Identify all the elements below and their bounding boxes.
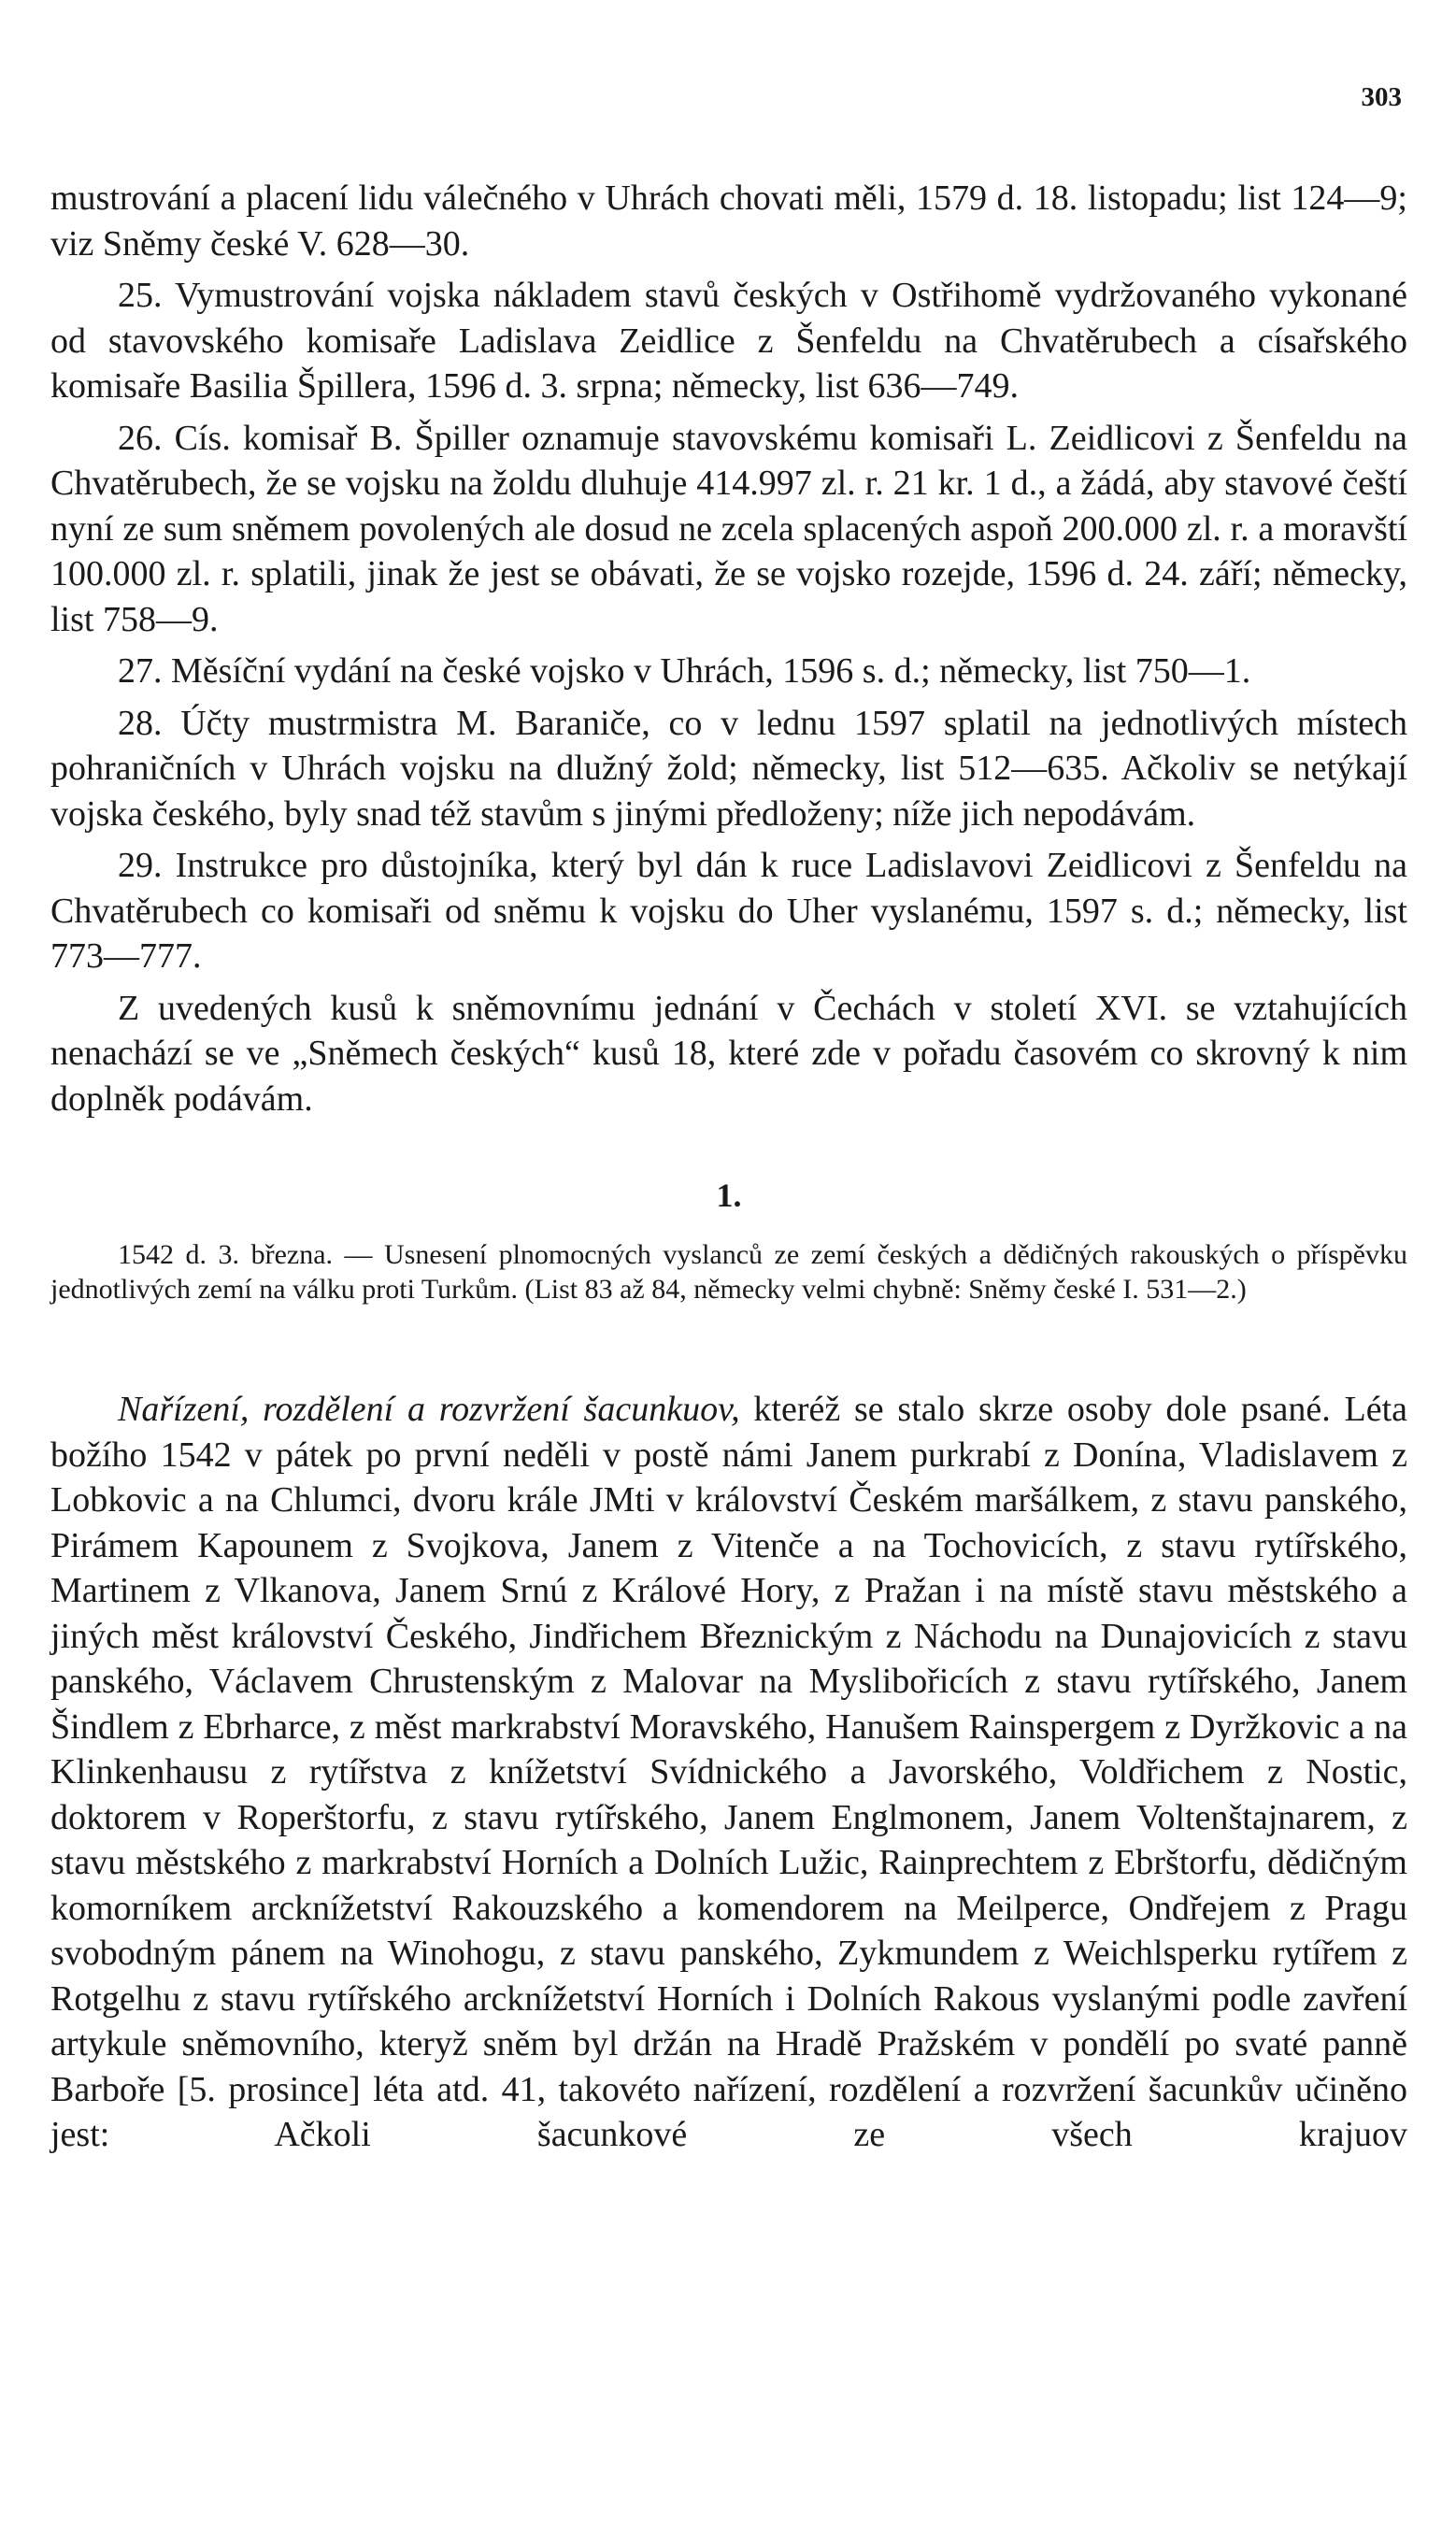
paragraph-summary: Z uvedených kusů k sněmovnímu jednání v Čechách v století XVI. se vztahujících nenachází se ve „Sněmech českých“ kusů 18, které zde v pořadu časovém co skrovný k nim doplněk podávám. — [50, 988, 1407, 1119]
section-number: 1. — [716, 1177, 742, 1214]
paragraph-item-28: 28. Účty mustrmistra M. Baraniče, co v lednu 1597 splatil na jednotlivých místech pohraničních v Uhrách vojsku na dlužný žold; německy, list 512—635. Ačkoliv se netýkají vojska českého, byly snad též stavům s jinými předloženy; níže jich nepodávám. — [50, 703, 1407, 834]
paragraph-item-29: 29. Instrukce pro důstojníka, který byl dán k ruce Ladislavovi Zeidlicovi z Šenfeldu na Chvatěrubech co komisaři od sněmu k vojsku do Uher vyslanému, 1597 s. d.; německy, list 773—777. — [50, 846, 1407, 976]
paragraph-item-26: 26. Cís. komisař B. Špiller oznamuje stavovskému komisaři L. Zeidlicovi z Šenfeldu na Chvatěrubech, že se vojsku na žoldu dluhuje 414.997 zl. r. 21 kr. 1 d., a žádá, aby stavové čeští nyní ze sum sněmem povolených ale dosud ne zcela splacených aspoň 200.000 zl. r. a moravští 100.000 zl. r. splatili, jinak že jest se obávati, že se vojsko rozejde, 1596 d. 24. září; německy, list 758—9. — [50, 418, 1407, 639]
page-number: 303 — [1361, 82, 1402, 112]
section-main-text — [50, 1387, 1407, 2158]
paragraph-continuation: mustrování a placení lidu válečného v Uhrách chovati měli, 1579 d. 18. listopadu; list 124—9; viz Sněmy české V. 628—30. — [50, 178, 1407, 264]
section-regest: 1542 d. 3. března. — Usnesení plnomocných vyslanců ze zemí českých a dědičných rakouských o příspěvku jednotlivých zemí na válku proti Turkům. (List 83 až 84, německy velmi chybně: Sněmy české I. 531—2.) — [50, 1239, 1407, 1305]
section-body: kteréž se stalo skrze osoby dole psané. Léta božího 1542 v pátek po první neděli v postě námi Janem purkrabí z Donína, Vladislavem z Lobkovic a na Chlumci, dvoru krále JMti v království Českém maršálkem, z stavu panského, Pirámem Kapounem z Svojkova, Janem z Vitenče a na Tochovicích, z stavu rytířského, Martinem z Vlkanova, Janem Srnú z Králové Hory, z Pražan i na místě stavu městského a jiných měst království Českého, Jindřichem Březnickým z Náchodu na Dunajovicích z stavu panského, Václavem Chrustenským z Malovar na Myslibořicích z stavu rytířského, Janem Šindlem z Ebrharce, z měst markrabství Moravského, Hanušem Rainspergem z Dyržkovic a na Klinkenhausu z rytířstva z knížetství Svídnického a Javorského, Voldřichem z Nostic, doktorem v Roperštorfu, z stavu rytířského, Janem Englmonem, Janem Voltenštajnarem, z stavu městského z markrabství Horních a Dolních Lužic, Rainprechtem z Ebrštorfu, dědičným komorníkem arcknížetství Rakouzského a komendorem na Meilperce, Ondřejem z Pragu svobodným pánem na Winohogu, z stavu panského, Zykmundem z Weichlsperku rytířem z Rotgelhu z stavu rytířského arcknížetství Horních i Dolních Rakous vyslanými podle zavření artykule sněmovního, kteryž sněm byl držán na Hradě Pražském v pondělí po svaté panně Barboře [5. prosince] léta atd. 41, takovéto nařízení, rozdělení a rozvržení šacunkův učiněno jest: Ačkoli šacunkové ze všech krajuov — [50, 1390, 1407, 2154]
section-intro-italic: Nařízení, rozdělení a rozvržení šacunkuov, — [118, 1390, 740, 1429]
page-content — [50, 176, 1407, 2158]
paragraph-item-27: 27. Měsíční vydání na české vojsko v Uhrách, 1596 s. d.; německy, list 750—1. — [118, 651, 1251, 691]
paragraph-item-25: 25. Vymustrování vojska nákladem stavů českých v Ostřihomě vydržovaného vykonané od stavovského komisaře Ladislava Zeidlice z Šenfeldu na Chvatěrubech a císařského komisaře Basilia Špillera, 1596 d. 3. srpna; německy, list 636—749. — [50, 276, 1407, 406]
